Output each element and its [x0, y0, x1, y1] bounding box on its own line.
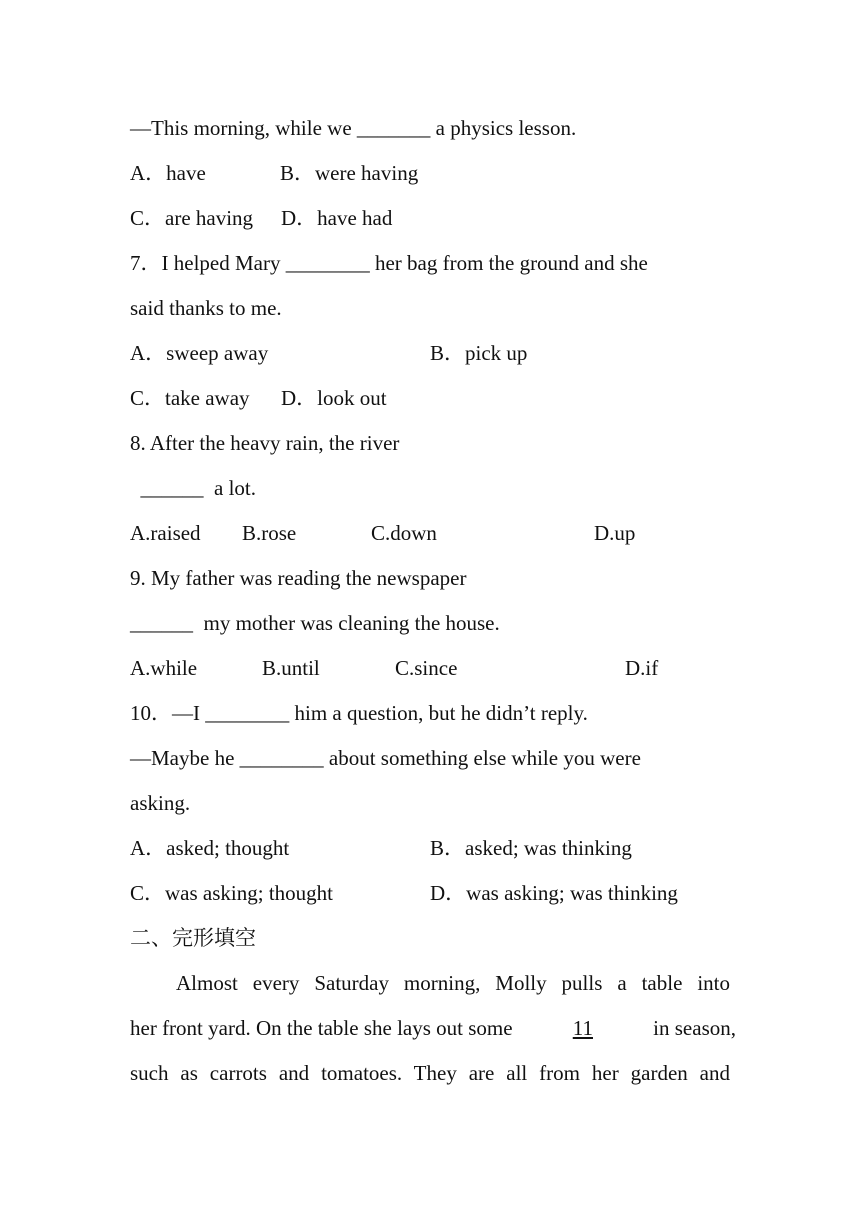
cloze-paragraph-line1: Almost every Saturday morning, Molly pulls a table into — [176, 971, 730, 995]
q10-stem-line1: 10．—I ________ him a question, but he didn’t reply. — [130, 701, 588, 725]
cloze-line2-text-before: her front yard. On the table she lays out some — [130, 1016, 513, 1040]
q6-option-d: D．have had — [281, 206, 393, 230]
q10-option-a: A．asked; thought — [130, 836, 290, 860]
q6-stem-line2: —This morning, while we _______ a physics lesson. — [130, 116, 577, 140]
q8-option-c: C.down — [371, 521, 437, 545]
q8-stem-line1: 8. After the heavy rain, the river — [130, 431, 400, 455]
q9-option-a: A.while — [130, 656, 198, 680]
q7-option-d: D．look out — [281, 386, 387, 410]
cloze-blank-11: 11 — [572, 1016, 593, 1040]
q6-option-c: C．are having — [130, 206, 254, 230]
q10-option-d: D．was asking; was thinking — [430, 881, 678, 905]
section-heading-cloze: 二、完形填空 — [130, 926, 256, 950]
q8-option-b: B.rose — [242, 521, 297, 545]
q7-stem-line1: 7．I helped Mary ________ her bag from the ground and she — [130, 251, 648, 275]
q10-stem-line3: asking. — [130, 791, 191, 815]
q7-option-a: A．sweep away — [130, 341, 269, 365]
cloze-line2-text-after: in season, — [653, 1016, 736, 1040]
q8-stem-line2: ______ a lot. — [130, 476, 256, 500]
q9-option-c: C.since — [395, 656, 458, 680]
q10-option-b: B．asked; was thinking — [430, 836, 632, 860]
cloze-paragraph-line2 — [130, 1015, 736, 1041]
q7-option-c: C．take away — [130, 386, 250, 410]
q6-option-b: B．were having — [280, 161, 419, 185]
q9-stem-line1: 9. My father was reading the newspaper — [130, 566, 467, 590]
q8-option-d: D.up — [594, 521, 636, 545]
q6-option-a: A．have — [130, 161, 206, 185]
q10-stem-line2: —Maybe he ________ about something else while you were — [130, 746, 641, 770]
q10-option-c: C．was asking; thought — [130, 881, 333, 905]
q7-stem-line2: said thanks to me. — [130, 296, 282, 320]
cloze-paragraph-line3: such as carrots and tomatoes. They are all from her garden and — [130, 1061, 730, 1085]
q8-option-a: A.raised — [130, 521, 201, 545]
q9-option-d: D.if — [625, 656, 659, 680]
q9-stem-line2: ______ my mother was cleaning the house. — [130, 611, 500, 635]
q7-option-b: B．pick up — [430, 341, 528, 365]
q9-option-b: B.until — [262, 656, 320, 680]
